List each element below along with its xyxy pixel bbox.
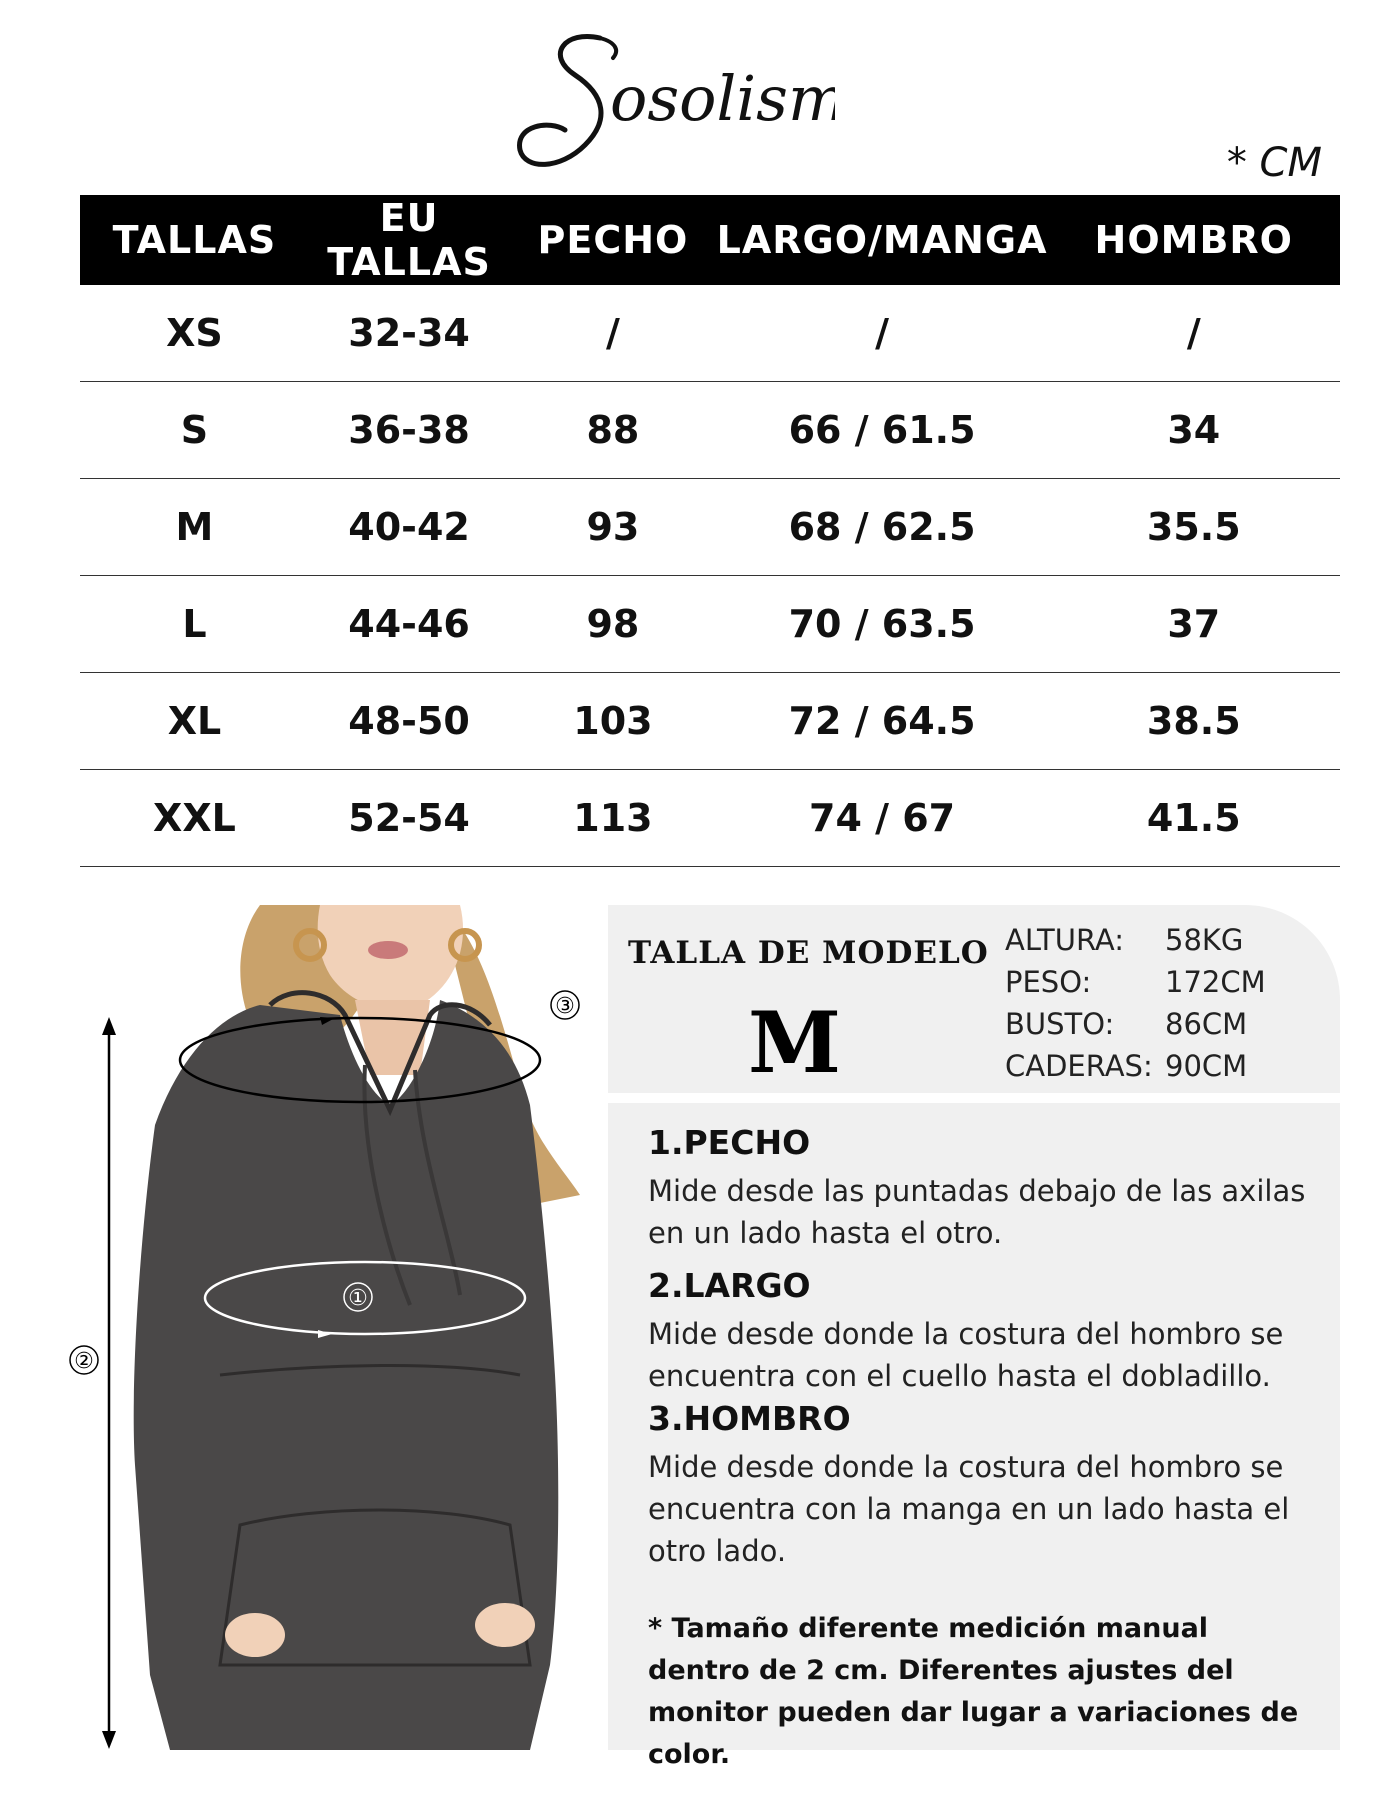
disclaimer-note: * Tamaño diferente medición manual dentro de 2 cm. Diferentes ajustes del monitor pueden dar lugar a variaciones de color.	[648, 1613, 1299, 1770]
header-largo-manga: LARGO/MANGA	[717, 195, 1048, 285]
cell-length-sleeve: 68 / 62.5	[717, 479, 1048, 576]
stat-label: ALTURA:	[1005, 923, 1125, 957]
model-size-title: TALLA DE MODELO	[628, 935, 989, 971]
svg-text:osolism: osolism	[610, 62, 835, 135]
guide-text: Mide desde donde la costura del hombro se encuentra con el cuello hasta el dobladillo.	[648, 1317, 1284, 1393]
cell-length-sleeve: 74 / 67	[717, 770, 1048, 867]
cell-shoulder: 38.5	[1048, 673, 1340, 770]
table-row	[80, 673, 1340, 770]
guide-title: 3.HOMBRO	[648, 1399, 851, 1438]
marker-3-label: ③	[555, 994, 575, 1019]
stat-row	[1005, 923, 1325, 965]
product-photo	[60, 905, 600, 1750]
header-pecho: PECHO	[509, 195, 716, 285]
cell-eu-size: 32-34	[309, 285, 509, 382]
cell-size: XS	[80, 285, 309, 382]
guide-section-chest	[648, 1123, 1328, 1254]
cell-chest: /	[509, 285, 716, 382]
cell-eu-size: 40-42	[309, 479, 509, 576]
stat-value: 90CM	[1165, 1049, 1248, 1083]
table-row	[80, 770, 1340, 867]
guide-section-length	[648, 1266, 1328, 1397]
cell-size: XL	[80, 673, 309, 770]
stat-value: 58KG	[1165, 923, 1244, 957]
cell-chest: 93	[509, 479, 716, 576]
model-lips	[368, 941, 408, 959]
cell-eu-size: 48-50	[309, 673, 509, 770]
header-hombro: HOMBRO	[1048, 195, 1340, 285]
hand-left	[225, 1613, 285, 1657]
cell-chest: 98	[509, 576, 716, 673]
length-arrow-bottom-icon	[102, 1731, 116, 1749]
table-row	[80, 479, 1340, 576]
cell-shoulder: 34	[1048, 382, 1340, 479]
cell-chest: 103	[509, 673, 716, 770]
stat-label: CADERAS:	[1005, 1049, 1153, 1083]
cell-size: M	[80, 479, 309, 576]
marker-2-label: ②	[74, 1349, 94, 1374]
guide-title: 2.LARGO	[648, 1266, 811, 1305]
cell-chest: 113	[509, 770, 716, 867]
header-tallas: TALLAS	[80, 195, 309, 285]
cell-eu-size: 44-46	[309, 576, 509, 673]
guide-text: Mide desde donde la costura del hombro se encuentra con la manga en un lado hasta el otro lado.	[648, 1450, 1290, 1568]
cell-eu-size: 36-38	[309, 382, 509, 479]
cell-shoulder: /	[1048, 285, 1340, 382]
model-size-panel	[608, 905, 1340, 1093]
stat-value: 86CM	[1165, 1007, 1248, 1041]
guide-text: Mide desde las puntadas debajo de las axilas en un lado hasta el otro.	[648, 1174, 1306, 1250]
cell-length-sleeve: 70 / 63.5	[717, 576, 1048, 673]
brand-logo	[505, 20, 835, 180]
stat-row	[1005, 965, 1325, 1007]
marker-1-label: ①	[348, 1286, 368, 1311]
hand-right	[475, 1603, 535, 1647]
cell-shoulder: 37	[1048, 576, 1340, 673]
size-chart-table	[80, 195, 1340, 867]
cell-size: L	[80, 576, 309, 673]
cell-eu-size: 52-54	[309, 770, 509, 867]
cell-length-sleeve: 72 / 64.5	[717, 673, 1048, 770]
cell-shoulder: 35.5	[1048, 479, 1340, 576]
model-size-value: M	[748, 993, 841, 1092]
stat-row	[1005, 1049, 1325, 1091]
table-row	[80, 382, 1340, 479]
stat-label: BUSTO:	[1005, 1007, 1115, 1041]
guide-title: 1.PECHO	[648, 1123, 811, 1162]
cell-size: S	[80, 382, 309, 479]
table-row	[80, 576, 1340, 673]
table-header-row	[80, 195, 1340, 285]
unit-note: * CM	[1226, 140, 1322, 186]
stat-row	[1005, 1007, 1325, 1049]
guide-section-shoulder	[648, 1399, 1328, 1572]
cell-chest: 88	[509, 382, 716, 479]
header-eu-tallas: EU TALLAS	[309, 195, 509, 285]
cell-length-sleeve: 66 / 61.5	[717, 382, 1048, 479]
brand-logo-script	[505, 20, 835, 180]
cell-length-sleeve: /	[717, 285, 1048, 382]
stat-label: PESO:	[1005, 965, 1092, 999]
model-stats	[1005, 923, 1325, 1091]
stat-value: 172CM	[1165, 965, 1266, 999]
cell-shoulder: 41.5	[1048, 770, 1340, 867]
table-row	[80, 285, 1340, 382]
length-arrow-top-icon	[102, 1017, 116, 1035]
cell-size: XXL	[80, 770, 309, 867]
measurement-guide-panel	[608, 1103, 1340, 1770]
